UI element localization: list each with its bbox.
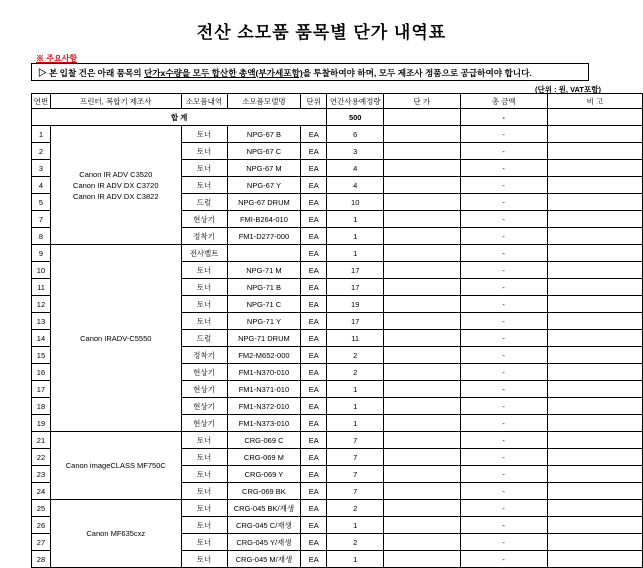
cell-model: NPG-71 DRUM: [227, 330, 301, 347]
cell-no: 25: [32, 500, 51, 517]
cell-qty: 1: [327, 415, 384, 432]
cell-price: [384, 313, 460, 330]
cell-remark: [547, 381, 642, 398]
cell-amount: -: [460, 126, 547, 143]
cell-type: 현상기: [181, 381, 227, 398]
cell-price: [384, 262, 460, 279]
cell-remark: [547, 194, 642, 211]
cell-qty: 17: [327, 313, 384, 330]
cell-qty: 7: [327, 432, 384, 449]
cell-qty: 17: [327, 279, 384, 296]
cell-price: [384, 228, 460, 245]
cell-price: [384, 279, 460, 296]
cell-model: FM1-N372-010: [227, 398, 301, 415]
cell-remark: [547, 177, 642, 194]
cell-model: FM1-N370-010: [227, 364, 301, 381]
cell-amount: -: [460, 211, 547, 228]
cell-remark: [547, 432, 642, 449]
cell-type: 토너: [181, 449, 227, 466]
cell-remark: [547, 517, 642, 534]
table-row: [32, 500, 643, 517]
cell-remark: [547, 483, 642, 500]
cell-unit: EA: [301, 347, 327, 364]
printer-model-line: Canon MF635cxz: [86, 529, 146, 538]
cell-unit: EA: [301, 483, 327, 500]
cell-unit: EA: [301, 245, 327, 262]
cell-remark: [547, 245, 642, 262]
cell-type: 토너: [181, 262, 227, 279]
cell-type: 드럼: [181, 330, 227, 347]
cell-price: [384, 330, 460, 347]
cell-no: 24: [32, 483, 51, 500]
total-qty: 500: [327, 109, 384, 126]
col-header-remark: 비 고: [547, 94, 642, 109]
cell-remark: [547, 143, 642, 160]
document-title: 전산 소모품 품목별 단가 내역표: [196, 23, 447, 42]
col-header-price: 단 가: [384, 94, 460, 109]
cell-amount: -: [460, 364, 547, 381]
cell-unit: EA: [301, 143, 327, 160]
cell-amount: -: [460, 415, 547, 432]
important-notes-label: ※ 주요사항: [36, 54, 78, 63]
cell-no: 11: [32, 279, 51, 296]
cell-unit: EA: [301, 211, 327, 228]
cell-model: FM1-D277-000: [227, 228, 301, 245]
cell-price: [384, 126, 460, 143]
cell-type: 토너: [181, 517, 227, 534]
cell-qty: 1: [327, 381, 384, 398]
cell-amount: -: [460, 483, 547, 500]
cell-qty: 2: [327, 500, 384, 517]
col-header-qty: 연간사용예정량: [327, 94, 384, 109]
cell-qty: 1: [327, 551, 384, 568]
cell-remark: [547, 126, 642, 143]
cell-no: 23: [32, 466, 51, 483]
cell-model: NPG-67 M: [227, 160, 301, 177]
cell-qty: 1: [327, 211, 384, 228]
cell-type: 토너: [181, 143, 227, 160]
cell-price: [384, 347, 460, 364]
cell-unit: EA: [301, 398, 327, 415]
cell-amount: -: [460, 551, 547, 568]
cell-model: NPG-71 M: [227, 262, 301, 279]
cell-model: FMI-B264-010: [227, 211, 301, 228]
cell-unit: EA: [301, 313, 327, 330]
cell-model: NPG-67 B: [227, 126, 301, 143]
cell-no: 1: [32, 126, 51, 143]
cell-amount: -: [460, 398, 547, 415]
cell-type: 현상기: [181, 211, 227, 228]
cell-no: 21: [32, 432, 51, 449]
cell-remark: [547, 279, 642, 296]
cell-no: 5: [32, 194, 51, 211]
total-row: [32, 109, 643, 126]
cell-price: [384, 381, 460, 398]
cell-amount: -: [460, 347, 547, 364]
cell-qty: 3: [327, 143, 384, 160]
cell-type: 토너: [181, 126, 227, 143]
cell-no: 14: [32, 330, 51, 347]
col-header-model: 소모품모델명: [227, 94, 301, 109]
cell-amount: -: [460, 228, 547, 245]
cell-model: FM1-N373-010: [227, 415, 301, 432]
cell-unit: EA: [301, 517, 327, 534]
cell-amount: -: [460, 449, 547, 466]
cell-no: 2: [32, 143, 51, 160]
notice-suffix: 을 투찰하여야 하며, 모두 제조사 정품으로 공급하여야 합니다.: [302, 68, 532, 78]
cell-unit: EA: [301, 177, 327, 194]
cell-remark: [547, 500, 642, 517]
cell-model: NPG-67 C: [227, 143, 301, 160]
cell-no: 16: [32, 364, 51, 381]
cell-remark: [547, 415, 642, 432]
cell-type: 토너: [181, 551, 227, 568]
cell-unit: EA: [301, 381, 327, 398]
cell-model: CRG-045 BK/재생: [227, 500, 301, 517]
cell-remark: [547, 296, 642, 313]
cell-remark: [547, 534, 642, 551]
cell-no: 27: [32, 534, 51, 551]
col-header-printer: 프린터, 복합기 제조사: [50, 94, 181, 109]
cell-model: CRG-045 M/재생: [227, 551, 301, 568]
cell-type: 정착기: [181, 347, 227, 364]
total-price: [384, 109, 460, 126]
cell-amount: -: [460, 500, 547, 517]
cell-model: CRG-069 M: [227, 449, 301, 466]
total-remark: [547, 109, 642, 126]
cell-no: 19: [32, 415, 51, 432]
cell-remark: [547, 211, 642, 228]
cell-unit: EA: [301, 551, 327, 568]
cell-unit: EA: [301, 279, 327, 296]
cell-qty: 4: [327, 160, 384, 177]
cell-model: CRG-069 BK: [227, 483, 301, 500]
cell-price: [384, 415, 460, 432]
printer-model-line: Canon imageCLASS MF750C: [65, 461, 166, 470]
cell-remark: [547, 466, 642, 483]
cell-qty: 1: [327, 228, 384, 245]
cell-no: 3: [32, 160, 51, 177]
cell-printer: [50, 126, 181, 245]
cell-printer: [50, 245, 181, 432]
cell-remark: [547, 551, 642, 568]
cell-price: [384, 211, 460, 228]
notice-prefix: ▷ 본 입찰 건은 아래 품목의: [38, 68, 144, 78]
cell-model: NPG-71 B: [227, 279, 301, 296]
cell-qty: 10: [327, 194, 384, 211]
cell-unit: EA: [301, 228, 327, 245]
cell-model: CRG-069 Y: [227, 466, 301, 483]
price-table: [31, 93, 643, 568]
cell-price: [384, 245, 460, 262]
cell-unit: EA: [301, 160, 327, 177]
table-row: [32, 126, 643, 143]
cell-price: [384, 517, 460, 534]
total-label: 합 계: [32, 109, 327, 126]
cell-qty: 1: [327, 245, 384, 262]
cell-no: 17: [32, 381, 51, 398]
cell-model: FM1-N371-010: [227, 381, 301, 398]
cell-type: 정착기: [181, 228, 227, 245]
cell-no: 15: [32, 347, 51, 364]
cell-no: 13: [32, 313, 51, 330]
cell-remark: [547, 330, 642, 347]
cell-qty: 1: [327, 517, 384, 534]
cell-model: CRG-069 C: [227, 432, 301, 449]
cell-remark: [547, 228, 642, 245]
cell-price: [384, 483, 460, 500]
cell-model: FM2-M652-000: [227, 347, 301, 364]
cell-amount: -: [460, 245, 547, 262]
cell-type: 토너: [181, 466, 227, 483]
cell-no: 26: [32, 517, 51, 534]
cell-type: 토너: [181, 483, 227, 500]
cell-amount: -: [460, 279, 547, 296]
cell-model: [227, 245, 301, 262]
cell-qty: 7: [327, 483, 384, 500]
cell-printer: [50, 500, 181, 568]
cell-no: 28: [32, 551, 51, 568]
cell-type: 현상기: [181, 398, 227, 415]
cell-remark: [547, 398, 642, 415]
cell-qty: 1: [327, 398, 384, 415]
cell-price: [384, 194, 460, 211]
cell-price: [384, 398, 460, 415]
cell-price: [384, 143, 460, 160]
col-header-type: 소모품내역: [181, 94, 227, 109]
printer-model-line: Canon IRADV-C5550: [80, 333, 152, 343]
cell-no: 12: [32, 296, 51, 313]
notice-box: [31, 63, 589, 81]
cell-unit: EA: [301, 194, 327, 211]
cell-type: 현상기: [181, 364, 227, 381]
cell-amount: -: [460, 534, 547, 551]
cell-type: 토너: [181, 296, 227, 313]
cell-amount: -: [460, 466, 547, 483]
cell-no: 7: [32, 211, 51, 228]
cell-price: [384, 160, 460, 177]
cell-price: [384, 551, 460, 568]
cell-no: 18: [32, 398, 51, 415]
cell-qty: 2: [327, 347, 384, 364]
cell-qty: 17: [327, 262, 384, 279]
cell-unit: EA: [301, 500, 327, 517]
cell-no: 8: [32, 228, 51, 245]
cell-price: [384, 534, 460, 551]
cell-model: CRG-045 Y/재생: [227, 534, 301, 551]
total-amount: -: [460, 109, 547, 126]
cell-qty: 7: [327, 449, 384, 466]
cell-model: NPG-67 Y: [227, 177, 301, 194]
cell-amount: -: [460, 296, 547, 313]
cell-no: 4: [32, 177, 51, 194]
cell-type: 토너: [181, 432, 227, 449]
printer-model-line: Canon IR ADV C3520: [79, 169, 153, 179]
cell-qty: 7: [327, 466, 384, 483]
cell-amount: -: [460, 194, 547, 211]
cell-unit: EA: [301, 432, 327, 449]
cell-unit: EA: [301, 534, 327, 551]
printer-model-line: Canon IR ADV DX C3720: [73, 180, 159, 190]
cell-price: [384, 177, 460, 194]
cell-model: NPG-71 Y: [227, 313, 301, 330]
cell-qty: 2: [327, 364, 384, 381]
header-row: [32, 94, 643, 109]
col-header-amount: 총 금액: [460, 94, 547, 109]
cell-qty: 4: [327, 177, 384, 194]
cell-price: [384, 296, 460, 313]
cell-price: [384, 364, 460, 381]
cell-unit: EA: [301, 415, 327, 432]
cell-amount: -: [460, 330, 547, 347]
cell-printer: [50, 432, 181, 500]
cell-model: CRG-045 C/재생: [227, 517, 301, 534]
cell-remark: [547, 449, 642, 466]
col-header-no: 연번: [32, 94, 51, 109]
cell-amount: -: [460, 432, 547, 449]
col-header-unit: 단위: [301, 94, 327, 109]
cell-type: 토너: [181, 500, 227, 517]
cell-unit: EA: [301, 466, 327, 483]
notice-emphasis: 단가x수량을 모두 합산한 총액(부가세포함): [143, 68, 303, 78]
cell-unit: EA: [301, 330, 327, 347]
cell-qty: 6: [327, 126, 384, 143]
cell-no: 22: [32, 449, 51, 466]
cell-amount: -: [460, 143, 547, 160]
cell-qty: 2: [327, 534, 384, 551]
cell-amount: -: [460, 313, 547, 330]
cell-unit: EA: [301, 126, 327, 143]
cell-type: 토너: [181, 534, 227, 551]
cell-price: [384, 466, 460, 483]
cell-unit: EA: [301, 262, 327, 279]
cell-type: 전사벨트: [181, 245, 227, 262]
cell-type: 현상기: [181, 415, 227, 432]
printer-model-line: Canon IR ADV DX C3822: [73, 191, 159, 201]
table-row: [32, 432, 643, 449]
cell-amount: -: [460, 381, 547, 398]
cell-remark: [547, 364, 642, 381]
cell-remark: [547, 262, 642, 279]
cell-type: 드럼: [181, 194, 227, 211]
table-row: [32, 245, 643, 262]
cell-type: 토너: [181, 160, 227, 177]
cell-type: 토너: [181, 177, 227, 194]
cell-model: NPG-71 C: [227, 296, 301, 313]
cell-unit: EA: [301, 296, 327, 313]
cell-remark: [547, 160, 642, 177]
cell-remark: [547, 313, 642, 330]
cell-amount: -: [460, 517, 547, 534]
cell-price: [384, 432, 460, 449]
unit-note: (단위 : 원, VAT포함): [535, 85, 601, 94]
cell-no: 9: [32, 245, 51, 262]
cell-type: 토너: [181, 313, 227, 330]
cell-qty: 11: [327, 330, 384, 347]
cell-amount: -: [460, 160, 547, 177]
cell-amount: -: [460, 177, 547, 194]
cell-no: 10: [32, 262, 51, 279]
cell-type: 토너: [181, 279, 227, 296]
cell-price: [384, 500, 460, 517]
cell-qty: 19: [327, 296, 384, 313]
cell-model: NPG-67 DRUM: [227, 194, 301, 211]
cell-remark: [547, 347, 642, 364]
cell-unit: EA: [301, 449, 327, 466]
cell-amount: -: [460, 262, 547, 279]
cell-price: [384, 449, 460, 466]
cell-unit: EA: [301, 364, 327, 381]
